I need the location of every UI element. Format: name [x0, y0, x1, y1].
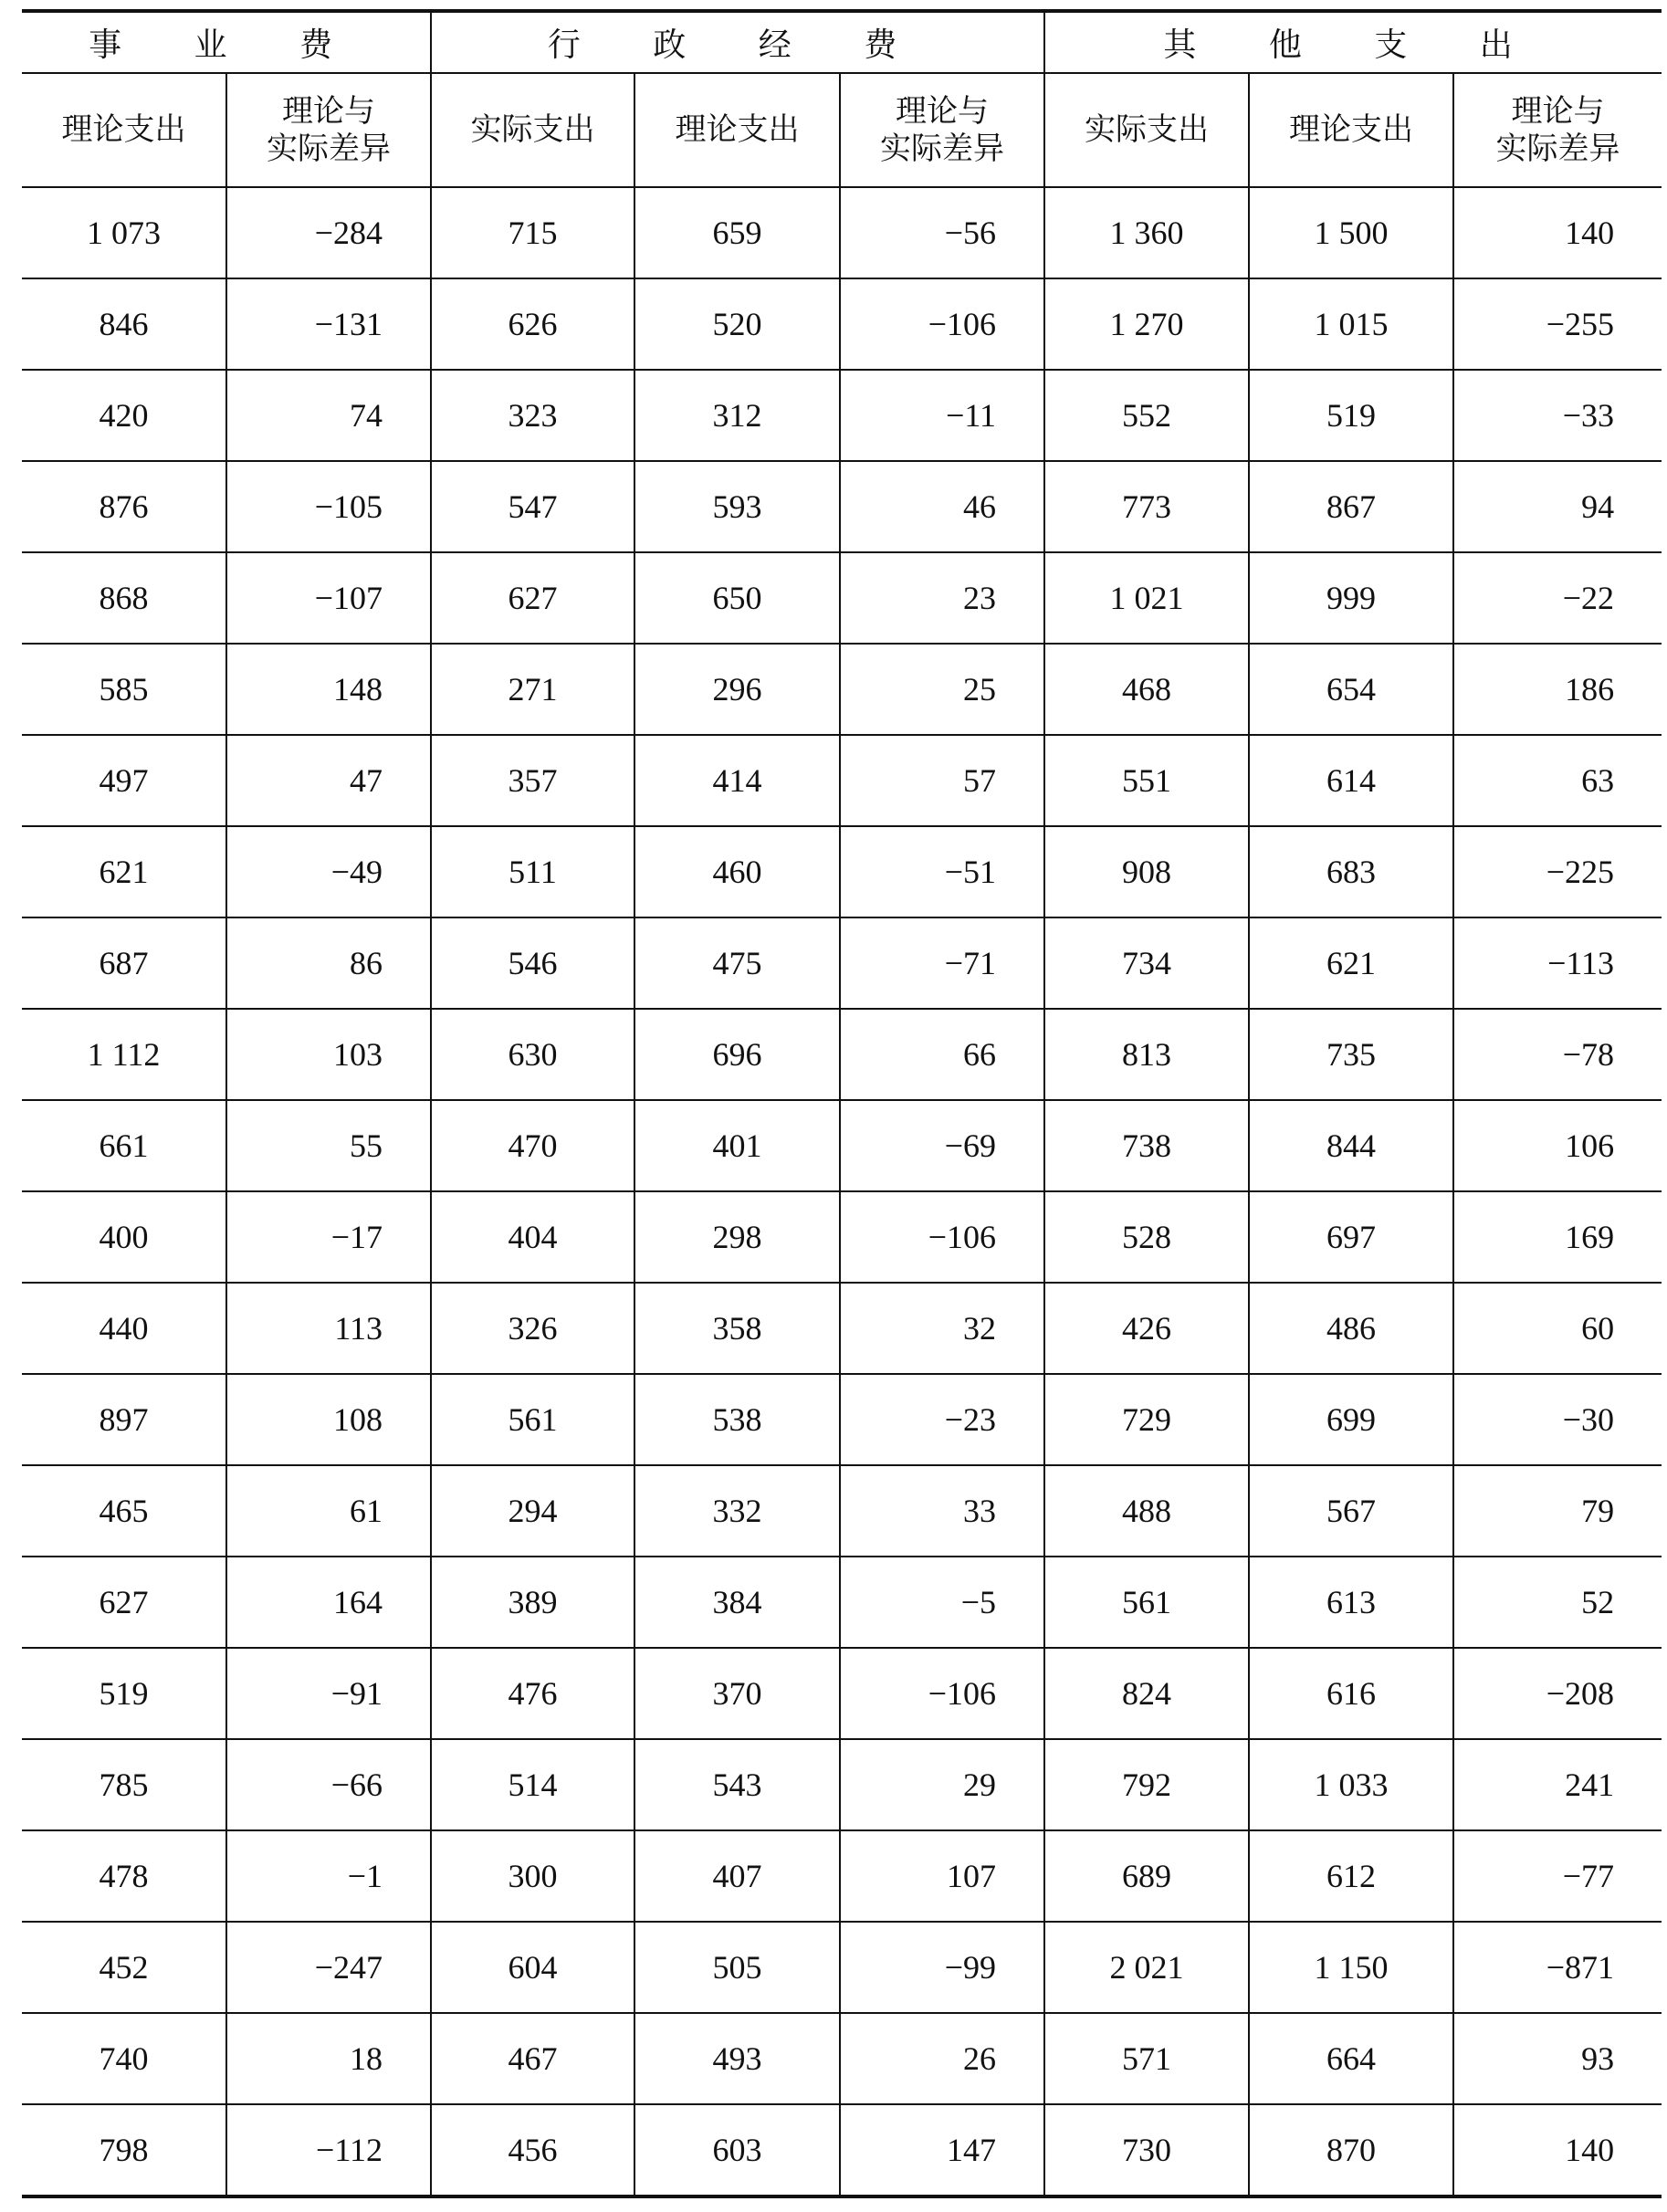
- table-cell: 140: [1453, 2104, 1662, 2196]
- table-cell: 520: [634, 278, 840, 370]
- table-cell: 773: [1044, 461, 1249, 552]
- table-cell: 908: [1044, 826, 1249, 917]
- table-cell: 113: [226, 1283, 431, 1374]
- table-cell: 358: [634, 1283, 840, 1374]
- table-cell: 1 150: [1249, 1922, 1453, 2013]
- table-cell: 488: [1044, 1465, 1249, 1557]
- table-cell: 470: [431, 1100, 634, 1191]
- column-header: [1249, 73, 1453, 187]
- table-cell: 870: [1249, 2104, 1453, 2196]
- table-cell: 654: [1249, 644, 1453, 735]
- table-cell: 552: [1044, 370, 1249, 461]
- table-cell: 108: [226, 1374, 431, 1465]
- expense-table: [22, 9, 1662, 2198]
- table-cell: 86: [226, 917, 431, 1009]
- group-header-shiyefei: 事 业 费: [22, 11, 431, 73]
- table-cell: 452: [22, 1922, 226, 2013]
- table-row: [22, 1374, 1662, 1465]
- table-cell: 846: [22, 278, 226, 370]
- table-cell: −131: [226, 278, 431, 370]
- table-cell: 1 073: [22, 187, 226, 278]
- table-cell: 616: [1249, 1648, 1453, 1739]
- table-cell: 93: [1453, 2013, 1662, 2104]
- table-cell: 456: [431, 2104, 634, 2196]
- table-cell: 659: [634, 187, 840, 278]
- table-cell: 571: [1044, 2013, 1249, 2104]
- table-cell: 33: [840, 1465, 1044, 1557]
- table-cell: 734: [1044, 917, 1249, 1009]
- table-cell: 687: [22, 917, 226, 1009]
- table-cell: 593: [634, 461, 840, 552]
- table-cell: 604: [431, 1922, 634, 2013]
- table-cell: 47: [226, 735, 431, 826]
- table-row: [22, 1648, 1662, 1739]
- table-cell: 738: [1044, 1100, 1249, 1191]
- table-cell: 626: [431, 278, 634, 370]
- table-cell: 664: [1249, 2013, 1453, 2104]
- table-cell: 546: [431, 917, 634, 1009]
- table-cell: 614: [1249, 735, 1453, 826]
- table-cell: 696: [634, 1009, 840, 1100]
- table-cell: 57: [840, 735, 1044, 826]
- table-cell: 689: [1044, 1830, 1249, 1922]
- table-cell: 493: [634, 2013, 840, 2104]
- table-cell: 1 360: [1044, 187, 1249, 278]
- table-cell: 467: [431, 2013, 634, 2104]
- table-cell: 867: [1249, 461, 1453, 552]
- table-row: [22, 187, 1662, 278]
- column-header-label: 理论支出: [675, 111, 800, 149]
- table-cell: 420: [22, 370, 226, 461]
- table-cell: −56: [840, 187, 1044, 278]
- table-cell: 401: [634, 1100, 840, 1191]
- column-header-label: 理论与 实际差异: [1495, 92, 1620, 167]
- table-row: [22, 1557, 1662, 1648]
- table-cell: −284: [226, 187, 431, 278]
- table-cell: 538: [634, 1374, 840, 1465]
- table-row: [22, 1009, 1662, 1100]
- table-cell: 241: [1453, 1739, 1662, 1830]
- table-cell: −106: [840, 1648, 1044, 1739]
- table-row: [22, 1465, 1662, 1557]
- table-cell: 404: [431, 1191, 634, 1283]
- table-cell: 400: [22, 1191, 226, 1283]
- table-row: [22, 370, 1662, 461]
- table-cell: −5: [840, 1557, 1044, 1648]
- table-cell: 740: [22, 2013, 226, 2104]
- table-cell: 561: [431, 1374, 634, 1465]
- table-row: [22, 917, 1662, 1009]
- table-cell: 683: [1249, 826, 1453, 917]
- table-cell: −247: [226, 1922, 431, 2013]
- table-cell: −225: [1453, 826, 1662, 917]
- table-cell: −871: [1453, 1922, 1662, 2013]
- table-cell: 868: [22, 552, 226, 644]
- table-cell: 478: [22, 1830, 226, 1922]
- table-cell: −255: [1453, 278, 1662, 370]
- table-cell: 384: [634, 1557, 840, 1648]
- table-cell: 468: [1044, 644, 1249, 735]
- group-header-xingzhengjingfei: 行 政 经 费: [431, 11, 1044, 73]
- table-cell: −49: [226, 826, 431, 917]
- table-cell: 1 015: [1249, 278, 1453, 370]
- table-cell: 519: [1249, 370, 1453, 461]
- table-cell: 79: [1453, 1465, 1662, 1557]
- table-cell: 26: [840, 2013, 1044, 2104]
- table-cell: 497: [22, 735, 226, 826]
- table-row: [22, 1830, 1662, 1922]
- table-cell: 103: [226, 1009, 431, 1100]
- table-row: [22, 1922, 1662, 2013]
- table-cell: −71: [840, 917, 1044, 1009]
- table-cell: 612: [1249, 1830, 1453, 1922]
- table-cell: 414: [634, 735, 840, 826]
- table-cell: 999: [1249, 552, 1453, 644]
- table-cell: 603: [634, 2104, 840, 2196]
- column-header-label: 理论支出: [61, 111, 186, 149]
- table-row: [22, 278, 1662, 370]
- table-cell: 627: [431, 552, 634, 644]
- table-cell: 729: [1044, 1374, 1249, 1465]
- table-cell: 107: [840, 1830, 1044, 1922]
- table-cell: 585: [22, 644, 226, 735]
- table-cell: 25: [840, 644, 1044, 735]
- table-cell: −113: [1453, 917, 1662, 1009]
- table-cell: 514: [431, 1739, 634, 1830]
- table-cell: −91: [226, 1648, 431, 1739]
- column-header: [634, 73, 840, 187]
- table-cell: 66: [840, 1009, 1044, 1100]
- table-cell: 543: [634, 1739, 840, 1830]
- table-cell: 426: [1044, 1283, 1249, 1374]
- table-cell: 52: [1453, 1557, 1662, 1648]
- table-cell: 323: [431, 370, 634, 461]
- column-header: [1453, 73, 1662, 187]
- table-cell: 792: [1044, 1739, 1249, 1830]
- table-cell: 627: [22, 1557, 226, 1648]
- table-cell: 1 021: [1044, 552, 1249, 644]
- table-cell: 106: [1453, 1100, 1662, 1191]
- table-row: [22, 1100, 1662, 1191]
- table-cell: 94: [1453, 461, 1662, 552]
- table-cell: −1: [226, 1830, 431, 1922]
- table-row: [22, 826, 1662, 917]
- table-cell: 147: [840, 2104, 1044, 2196]
- table-cell: 140: [1453, 187, 1662, 278]
- table-cell: 18: [226, 2013, 431, 2104]
- group-header-row: [22, 11, 1662, 73]
- table-row: [22, 1191, 1662, 1283]
- group-header-qitazhichu: 其 他 支 出: [1044, 11, 1662, 73]
- table-cell: 32: [840, 1283, 1044, 1374]
- table-cell: −106: [840, 1191, 1044, 1283]
- table-cell: 697: [1249, 1191, 1453, 1283]
- table-cell: −112: [226, 2104, 431, 2196]
- table-cell: 186: [1453, 644, 1662, 735]
- table-cell: 650: [634, 552, 840, 644]
- table-cell: 844: [1249, 1100, 1453, 1191]
- table-cell: 528: [1044, 1191, 1249, 1283]
- table-cell: 271: [431, 644, 634, 735]
- table-cell: −17: [226, 1191, 431, 1283]
- table-cell: 1 033: [1249, 1739, 1453, 1830]
- table-cell: −69: [840, 1100, 1044, 1191]
- table-cell: 824: [1044, 1648, 1249, 1739]
- table-cell: 61: [226, 1465, 431, 1557]
- table-cell: 876: [22, 461, 226, 552]
- table-cell: 511: [431, 826, 634, 917]
- table-cell: −66: [226, 1739, 431, 1830]
- column-header-label: 实际支出: [470, 111, 595, 149]
- table-cell: 475: [634, 917, 840, 1009]
- column-header-label: 理论与 实际差异: [267, 92, 391, 167]
- column-header: [1044, 73, 1249, 187]
- table-cell: 440: [22, 1283, 226, 1374]
- table-row: [22, 461, 1662, 552]
- column-header: [226, 73, 431, 187]
- table-header: [22, 11, 1662, 187]
- table-cell: 567: [1249, 1465, 1453, 1557]
- table-cell: 55: [226, 1100, 431, 1191]
- table-cell: 785: [22, 1739, 226, 1830]
- table-cell: −30: [1453, 1374, 1662, 1465]
- table-row: [22, 2104, 1662, 2196]
- table-cell: 60: [1453, 1283, 1662, 1374]
- table-cell: 23: [840, 552, 1044, 644]
- table-cell: 813: [1044, 1009, 1249, 1100]
- table-cell: 29: [840, 1739, 1044, 1830]
- sub-header-row: [22, 73, 1662, 187]
- table-cell: 551: [1044, 735, 1249, 826]
- table-cell: 547: [431, 461, 634, 552]
- table-cell: 715: [431, 187, 634, 278]
- table-cell: 519: [22, 1648, 226, 1739]
- table-cell: 621: [22, 826, 226, 917]
- table-body: [22, 187, 1662, 2196]
- column-header: [22, 73, 226, 187]
- table-row: [22, 552, 1662, 644]
- table-cell: 164: [226, 1557, 431, 1648]
- table-cell: 74: [226, 370, 431, 461]
- table-cell: −77: [1453, 1830, 1662, 1922]
- column-header-label: 实际支出: [1085, 111, 1210, 149]
- table-cell: −23: [840, 1374, 1044, 1465]
- table-cell: 63: [1453, 735, 1662, 826]
- table-cell: −107: [226, 552, 431, 644]
- expense-table-container: [22, 9, 1662, 2198]
- table-cell: 407: [634, 1830, 840, 1922]
- table-cell: 897: [22, 1374, 226, 1465]
- table-cell: 294: [431, 1465, 634, 1557]
- table-cell: 476: [431, 1648, 634, 1739]
- table-cell: −22: [1453, 552, 1662, 644]
- table-cell: 561: [1044, 1557, 1249, 1648]
- table-cell: 148: [226, 644, 431, 735]
- table-cell: 621: [1249, 917, 1453, 1009]
- table-cell: 296: [634, 644, 840, 735]
- table-cell: 735: [1249, 1009, 1453, 1100]
- table-cell: 1 500: [1249, 187, 1453, 278]
- table-row: [22, 1283, 1662, 1374]
- table-cell: 460: [634, 826, 840, 917]
- table-cell: 2 021: [1044, 1922, 1249, 2013]
- table-cell: −51: [840, 826, 1044, 917]
- table-cell: 370: [634, 1648, 840, 1739]
- table-cell: 46: [840, 461, 1044, 552]
- table-cell: 505: [634, 1922, 840, 2013]
- table-cell: 730: [1044, 2104, 1249, 2196]
- table-cell: −11: [840, 370, 1044, 461]
- table-cell: −105: [226, 461, 431, 552]
- table-cell: 326: [431, 1283, 634, 1374]
- table-cell: 798: [22, 2104, 226, 2196]
- table-cell: 389: [431, 1557, 634, 1648]
- table-row: [22, 1739, 1662, 1830]
- table-cell: 300: [431, 1830, 634, 1922]
- table-cell: −78: [1453, 1009, 1662, 1100]
- table-row: [22, 644, 1662, 735]
- table-cell: 661: [22, 1100, 226, 1191]
- column-header-label: 理论支出: [1289, 111, 1414, 149]
- table-cell: −106: [840, 278, 1044, 370]
- table-cell: 332: [634, 1465, 840, 1557]
- column-header: [431, 73, 634, 187]
- table-cell: −33: [1453, 370, 1662, 461]
- table-cell: 298: [634, 1191, 840, 1283]
- table-cell: 630: [431, 1009, 634, 1100]
- table-cell: 1 112: [22, 1009, 226, 1100]
- column-header-label: 理论与 实际差异: [880, 92, 1005, 167]
- table-cell: 613: [1249, 1557, 1453, 1648]
- table-cell: −99: [840, 1922, 1044, 2013]
- table-cell: 357: [431, 735, 634, 826]
- table-cell: 169: [1453, 1191, 1662, 1283]
- table-cell: 699: [1249, 1374, 1453, 1465]
- table-cell: 486: [1249, 1283, 1453, 1374]
- table-cell: 465: [22, 1465, 226, 1557]
- table-cell: 312: [634, 370, 840, 461]
- table-row: [22, 735, 1662, 826]
- table-row: [22, 2013, 1662, 2104]
- column-header: [840, 73, 1044, 187]
- table-cell: 1 270: [1044, 278, 1249, 370]
- table-cell: −208: [1453, 1648, 1662, 1739]
